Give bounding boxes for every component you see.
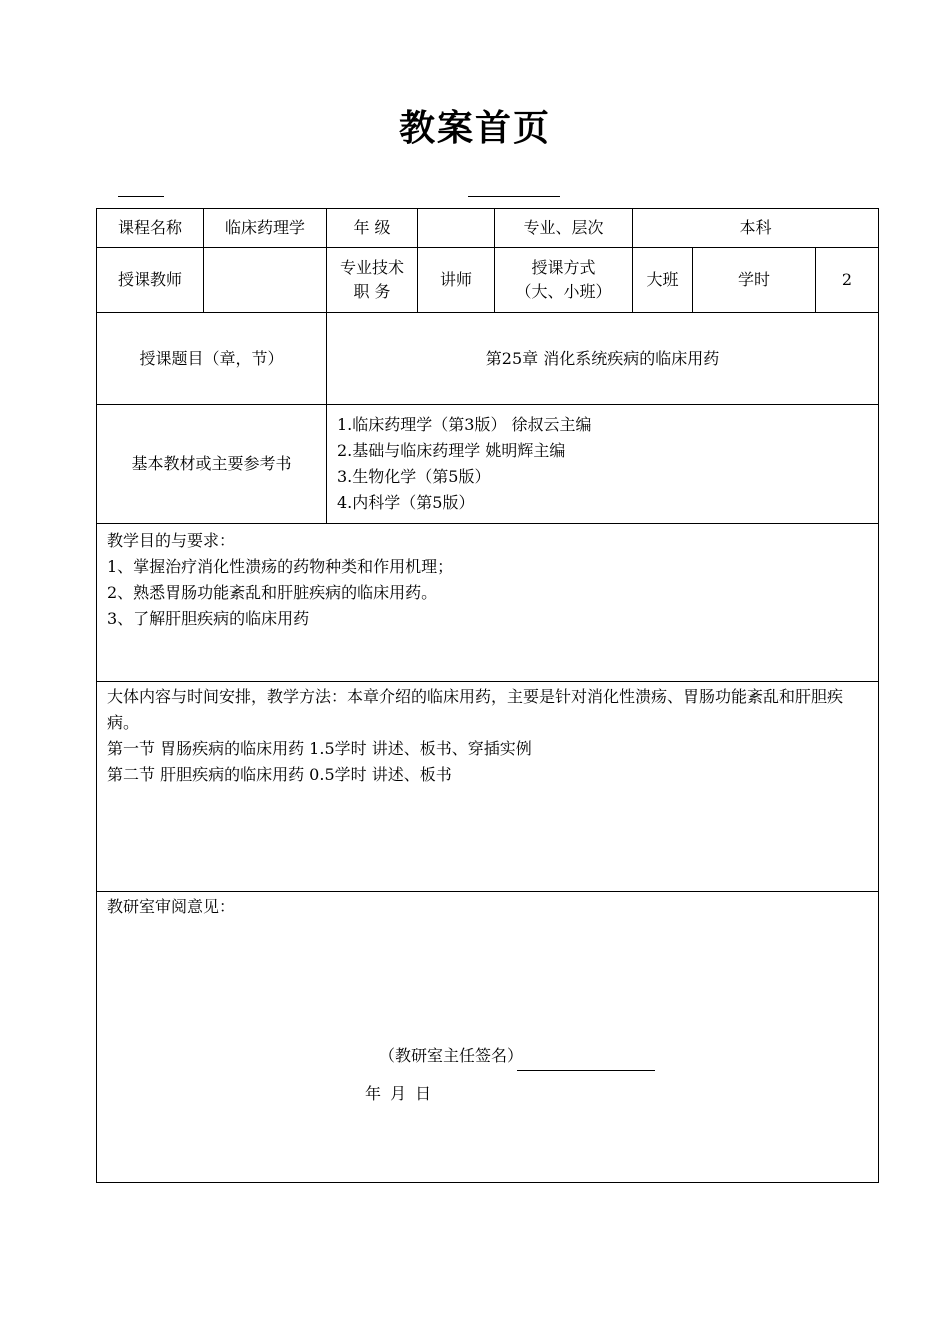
teaching-mode-label bbox=[495, 248, 633, 313]
row-teacher bbox=[97, 248, 879, 313]
grade-value bbox=[418, 209, 495, 248]
lesson-plan-form bbox=[96, 208, 879, 1183]
objective-item: 1、掌握治疗消化性溃疡的药物种类和作用机理； bbox=[107, 557, 454, 576]
class-hours-value: 2 bbox=[816, 248, 879, 313]
teaching-mode-label-line1: 授课方式 bbox=[531, 258, 596, 277]
content-section bbox=[97, 682, 879, 892]
grade-label: 年 级 bbox=[327, 209, 418, 248]
class-hours-label: 学时 bbox=[693, 248, 816, 313]
signature-line bbox=[517, 1070, 655, 1071]
row-content bbox=[97, 682, 879, 892]
topic-value: 第25章 消化系统疾病的临床用药 bbox=[327, 313, 879, 405]
signature-date: 年 月 日 bbox=[365, 1084, 432, 1103]
blank-underline-right bbox=[468, 196, 560, 197]
row-topic bbox=[97, 313, 879, 405]
row-review bbox=[97, 892, 879, 1183]
content-item: 第一节 胃肠疾病的临床用药 1.5学时 讲述、板书、穿插实例 bbox=[107, 739, 532, 758]
content-item: 第二节 肝胆疾病的临床用药 0.5学时 讲述、板书 bbox=[107, 765, 452, 784]
teaching-mode-label-line2: （大、小班） bbox=[515, 282, 612, 301]
teacher-value bbox=[204, 248, 327, 313]
major-level-value: 本科 bbox=[633, 209, 879, 248]
reference-item: 1.临床药理学（第3版） 徐叔云主编 bbox=[337, 415, 592, 434]
blank-underline-left bbox=[118, 196, 164, 197]
row-references bbox=[97, 405, 879, 524]
course-name-label: 课程名称 bbox=[97, 209, 204, 248]
references-label: 基本教材或主要参考书 bbox=[97, 405, 327, 524]
reference-item: 2.基础与临床药理学 姚明辉主编 bbox=[337, 441, 566, 460]
row-objectives bbox=[97, 524, 879, 682]
signature-label: （教研室主任签名） bbox=[379, 1046, 524, 1065]
teaching-mode-value: 大班 bbox=[633, 248, 693, 313]
reference-item: 3.生物化学（第5版） bbox=[337, 467, 491, 486]
objective-item: 3、了解肝胆疾病的临床用药 bbox=[107, 609, 310, 628]
course-name-value: 临床药理学 bbox=[204, 209, 327, 248]
teacher-label: 授课教师 bbox=[97, 248, 204, 313]
reference-item: 4.内科学（第5版） bbox=[337, 493, 475, 512]
major-level-label: 专业、层次 bbox=[495, 209, 633, 248]
objectives-section bbox=[97, 524, 879, 682]
topic-label: 授课题目（章，节） bbox=[97, 313, 327, 405]
objectives-heading: 教学目的与要求： bbox=[107, 531, 236, 550]
row-course bbox=[97, 209, 879, 248]
references-list bbox=[327, 405, 879, 524]
professional-title-value: 讲师 bbox=[418, 248, 495, 313]
professional-title-label-line2: 职 务 bbox=[353, 282, 391, 301]
objective-item: 2、熟悉胃肠功能紊乱和肝脏疾病的临床用药。 bbox=[107, 583, 438, 602]
review-section bbox=[97, 892, 879, 1183]
page-title: 教案首页 bbox=[398, 108, 551, 149]
review-heading: 教研室审阅意见： bbox=[107, 897, 236, 916]
content-intro: 大体内容与时间安排，教学方法：本章介绍的临床用药，主要是针对消化性溃疡、胃肠功能紊乱和肝胆疾病。 bbox=[107, 687, 844, 732]
professional-title-label bbox=[327, 248, 418, 313]
professional-title-label-line1: 专业技术 bbox=[339, 258, 404, 277]
